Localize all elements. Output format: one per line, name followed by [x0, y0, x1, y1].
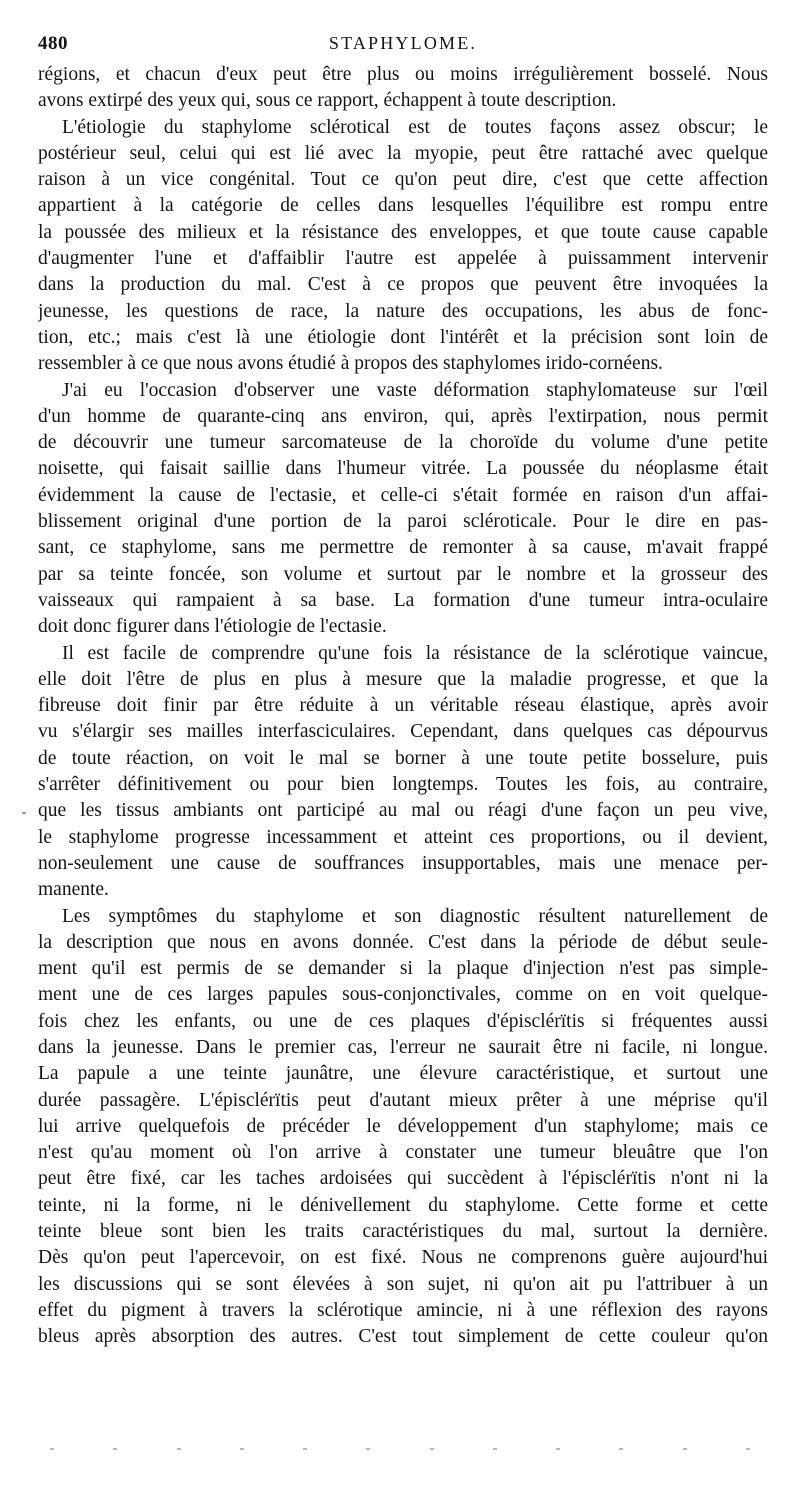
text-line: noisette, qui faisait saillie dans l'humeur vitrée. La poussée du néoplasme était — [38, 458, 768, 480]
scan-speck — [746, 1448, 750, 1450]
text-line: dans la production du mal. C'est à ce propos que peuvent être invoquées la — [38, 274, 768, 296]
text-line: s'arrêter définitivement ou pour bien longtemps. Toutes les fois, au contraire, — [38, 774, 768, 796]
text-line: d'augmenter l'une et d'affaiblir l'autre est appelée à puissamment intervenir — [38, 248, 768, 270]
text-line: manente. — [38, 879, 109, 901]
text-line: n'est qu'au moment où l'on arrive à constater une tumeur bleuâtre que l'on — [38, 1142, 768, 1164]
text-line: la poussée des milieux et la résistance des enveloppes, et que toute cause capable — [38, 221, 768, 243]
text-line: Dès qu'on peut l'apercevoir, on est fixé. Nous ne comprenons guère aujourd'hui — [38, 1247, 768, 1269]
scan-speck — [113, 1448, 117, 1450]
text-line: vaisseaux qui rampaient à sa base. La formation d'une tumeur intra-oculaire — [38, 589, 768, 611]
text-line: dans la jeunesse. Dans le premier cas, l'erreur ne saurait être ni facile, ni longue. — [38, 1036, 768, 1058]
scan-speck — [493, 1448, 497, 1450]
text-line: blissement original d'une portion de la paroi scléroticale. Pour le dire en pas- — [38, 511, 768, 533]
scan-speck — [556, 1448, 560, 1450]
page-number: 480 — [38, 33, 68, 54]
scan-speck — [366, 1448, 370, 1450]
text-line: postérieur seul, celui qui est lié avec la myopie, peut être rattaché avec quelque — [38, 142, 768, 164]
text-line: lui arrive quelquefois de précéder le développement d'un staphylome; mais ce — [38, 1115, 768, 1137]
text-line: L'étiologie du staphylome sclérotical est de toutes façons assez obscur; le — [62, 116, 768, 138]
text-line: Les symptômes du staphylome et son diagnostic résultent naturellement de — [62, 905, 768, 927]
text-line: teinte bleue sont bien les traits caractéristiques du mal, surtout la dernière. — [38, 1221, 768, 1243]
text-line: ment qu'il est permis de se demander si la plaque d'injection n'est pas simple- — [38, 958, 768, 980]
text-line: ment une de ces larges papules sous-conjonctivales, comme on en voit quelque- — [38, 984, 768, 1006]
text-line: fois chez les enfants, ou une de ces plaques d'épisclérïtis si fréquentes aussi — [38, 1010, 768, 1032]
text-line: sant, ce staphylome, sans me permettre de remonter à sa cause, m'avait frappé — [38, 537, 768, 559]
text-line: teinte, ni la forme, ni le dénivellement du staphylome. Cette forme et cette — [38, 1194, 768, 1216]
scan-speck — [177, 1448, 181, 1450]
text-line: non-seulement une cause de souffrances insupportables, mais une menace per- — [38, 852, 768, 874]
text-line: de découvrir une tumeur sarcomateuse de la choroïde du volume d'une petite — [38, 432, 768, 454]
text-line: elle doit l'être de plus en plus à mesure que la maladie progresse, et que la — [38, 668, 768, 690]
text-line: La papule a une teinte jaunâtre, une élevure caractéristique, et surtout une — [38, 1063, 768, 1085]
running-title: STAPHYLOME. — [328, 33, 478, 53]
footer-scan-marks — [50, 1446, 750, 1452]
text-line: J'ai eu l'occasion d'observer une vaste déformation staphylomateuse sur l'œil — [62, 379, 768, 401]
text-line: le staphylome progresse incessamment et atteint ces proportions, ou il devient, — [38, 826, 768, 848]
text-line: jeunesse, les questions de race, la nature des occupations, les abus de fonc- — [38, 300, 768, 322]
text-line: tion, etc.; mais c'est là une étiologie dont l'intérêt et la précision sont loin de — [38, 326, 768, 348]
text-line: Il est facile de comprendre qu'une fois la résistance de la sclérotique vaincue, — [62, 642, 768, 664]
text-line: doit donc figurer dans l'étiologie de l'ectasie. — [38, 616, 387, 638]
text-line: régions, et chacun d'eux peut être plus ou moins irrégulièrement bosselé. Nous — [38, 64, 768, 85]
text-line: de toute réaction, on voit le mal se borner à une toute petite bosselure, puis — [38, 747, 768, 769]
margin-speck — [22, 812, 26, 814]
text-line: fibreuse doit finir par être réduite à un véritable réseau élastique, après avoir — [38, 695, 768, 717]
text-line: d'un homme de quarante-cinq ans environ, qui, après l'extirpation, nous permit — [38, 405, 768, 427]
text-line: effet du pigment à travers la sclérotique amincie, ni à une réflexion des rayons — [38, 1299, 768, 1321]
scan-speck — [240, 1448, 244, 1450]
text-line: évidemment la cause de l'ectasie, et celle-ci s'était formée en raison d'un affai- — [38, 484, 768, 506]
scan-speck — [619, 1448, 623, 1450]
text-line: la description que nous en avons donnée. C'est dans la période de début seule- — [38, 931, 768, 953]
text-line: bleus après absorption des autres. C'est tout simplement de cette couleur qu'on — [38, 1326, 768, 1348]
text-line: avons extirpé des yeux qui, sous ce rapport, échappent à toute description. — [38, 90, 617, 112]
text-line: vu s'élargir ses mailles interfasciculaires. Cependant, dans quelques cas dépourvus — [38, 721, 768, 743]
scan-speck — [430, 1448, 434, 1450]
scan-speck — [683, 1448, 687, 1450]
text-line: ressembler à ce que nous avons étudié à propos des staphylomes irido-cornéens. — [38, 353, 663, 375]
text-line: peut être fixé, car les taches ardoisées qui succèdent à l'épisclérïtis n'ont ni la — [38, 1168, 768, 1190]
scan-speck — [50, 1448, 54, 1450]
text-line: durée passagère. L'épisclérïtis peut d'autant mieux prêter à une méprise qu'il — [38, 1089, 768, 1111]
text-line: par sa teinte foncée, son volume et surtout par le nombre et la grosseur des — [38, 563, 768, 585]
scan-speck — [303, 1448, 307, 1450]
page-header — [38, 33, 768, 59]
text-line: appartient à la catégorie de celles dans lesquelles l'équilibre est rompu entre — [38, 195, 768, 217]
text-line: les discussions qui se sont élevées à son sujet, ni qu'on ait pu l'attribuer à un — [38, 1273, 768, 1295]
text-line: raison à un vice congénital. Tout ce qu'on peut dire, c'est que cette affection — [38, 169, 768, 191]
body-text — [38, 62, 768, 1351]
text-line: que les tissus ambiants ont participé au mal ou réagi d'une façon un peu vive, — [38, 800, 768, 822]
